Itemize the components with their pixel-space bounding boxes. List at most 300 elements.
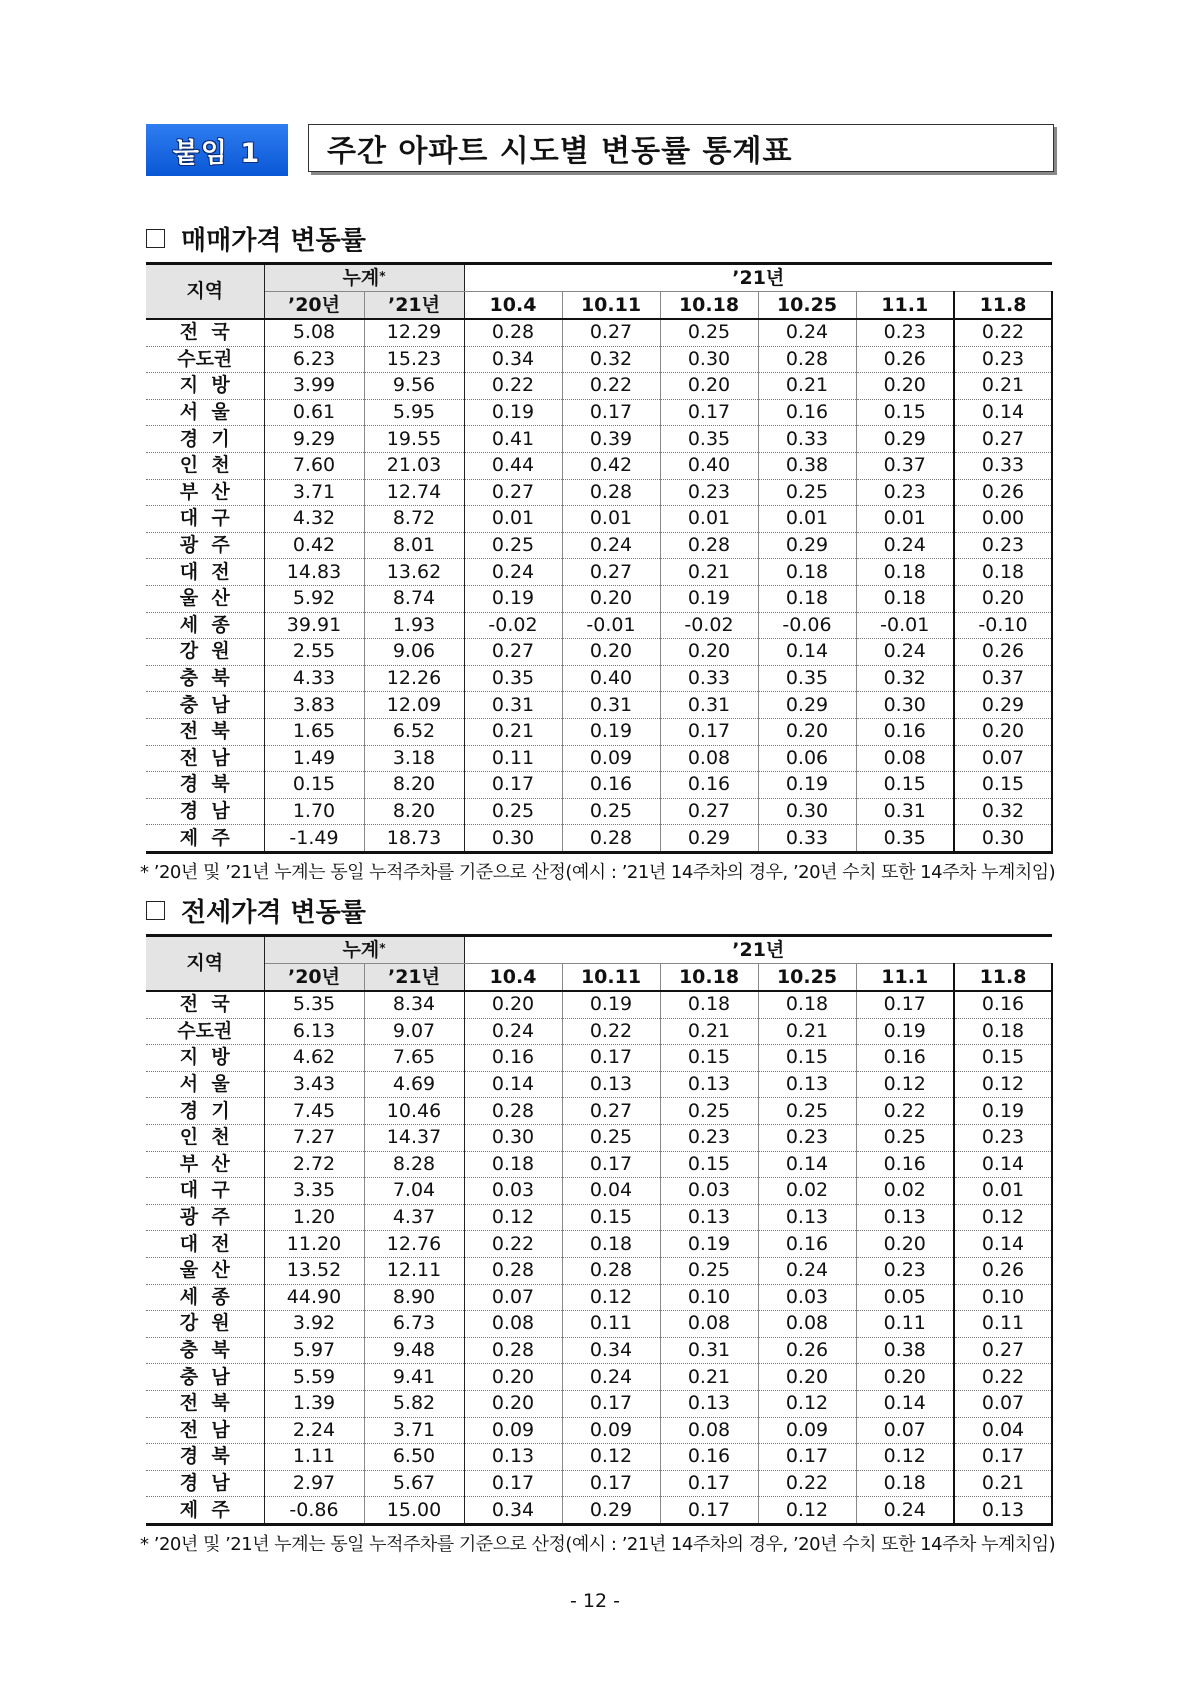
cumulative-cell: 14.37 (364, 1124, 464, 1151)
weekly-rate-cell: 0.19 (562, 718, 660, 745)
weekly-rate-cell: 0.21 (660, 1364, 758, 1391)
weekly-rate-cell: 0.27 (954, 1337, 1052, 1364)
region-header: 지역 (146, 936, 264, 992)
week-header: 10.4 (464, 292, 562, 320)
cumulative-cell: 6.23 (264, 346, 364, 373)
region-cell: 부 산 (146, 1151, 264, 1178)
weekly-rate-cell: 0.10 (954, 1284, 1052, 1311)
weekly-rate-cell: 0.18 (562, 1231, 660, 1258)
cumulative-cell: 21.03 (364, 452, 464, 479)
cumulative-cell: 4.32 (264, 506, 364, 533)
weekly-rate-cell: 0.24 (562, 1364, 660, 1391)
weekly-rate-cell: 0.23 (856, 319, 954, 346)
cumulative-cell: 4.62 (264, 1045, 364, 1072)
weekly-rate-cell: 0.18 (856, 1470, 954, 1497)
weekly-rate-cell: 0.13 (856, 1204, 954, 1231)
weekly-rate-cell: 0.09 (758, 1417, 856, 1444)
weekly-rate-cell: 0.26 (758, 1337, 856, 1364)
cumulative-cell: 3.43 (264, 1071, 364, 1098)
jeonse-table-body (146, 991, 1052, 1524)
region-header: 지역 (146, 264, 264, 320)
table-row (146, 1284, 1052, 1311)
weekly-rate-cell: 0.19 (660, 585, 758, 612)
page-number: - 12 - (570, 1590, 620, 1612)
region-cell: 전 남 (146, 745, 264, 772)
sale-section-title (146, 220, 366, 257)
weekly-rate-cell: 0.20 (856, 1231, 954, 1258)
weekly-rate-cell: 0.09 (562, 745, 660, 772)
weekly-rate-cell: 0.08 (758, 1311, 856, 1338)
weekly-rate-cell: 0.19 (562, 991, 660, 1018)
weekly-rate-cell: 0.18 (856, 559, 954, 586)
weekly-rate-cell: 0.15 (758, 1045, 856, 1072)
weekly-rate-cell: 0.16 (464, 1045, 562, 1072)
table-row (146, 1045, 1052, 1072)
weekly-rate-cell: 0.24 (464, 559, 562, 586)
weekly-rate-cell: 0.27 (562, 319, 660, 346)
year-group-header: ’21년 (464, 264, 1052, 292)
week-header: 10.11 (562, 292, 660, 320)
sale-footnote: * ’20년 및 ’21년 누계는 동일 누적주차를 기준으로 산정(예시 : ’21년 14주차의 경우, ’20년 수치 또한 14주차 누계치임) (140, 862, 1056, 883)
weekly-rate-cell: 0.25 (660, 1098, 758, 1125)
region-cell: 전 국 (146, 991, 264, 1018)
weekly-rate-cell: 0.24 (562, 532, 660, 559)
week-header: 10.18 (660, 964, 758, 992)
weekly-rate-cell: -0.01 (562, 612, 660, 639)
weekly-rate-cell: 0.19 (464, 585, 562, 612)
weekly-rate-cell: 0.13 (660, 1390, 758, 1417)
weekly-rate-cell: 0.38 (758, 452, 856, 479)
table-row (146, 1390, 1052, 1417)
weekly-rate-cell: 0.01 (758, 506, 856, 533)
weekly-rate-cell: 0.22 (954, 319, 1052, 346)
weekly-rate-cell: 0.27 (660, 798, 758, 825)
weekly-rate-cell: 0.17 (856, 991, 954, 1018)
weekly-rate-cell: 0.35 (758, 665, 856, 692)
weekly-rate-cell: 0.12 (758, 1390, 856, 1417)
weekly-rate-cell: 0.21 (954, 1470, 1052, 1497)
weekly-rate-cell: 0.13 (562, 1071, 660, 1098)
cumulative-cell: 8.20 (364, 772, 464, 799)
table-row (146, 798, 1052, 825)
weekly-rate-cell: 0.40 (562, 665, 660, 692)
cumulative-cell: 0.15 (264, 772, 364, 799)
table-row (146, 532, 1052, 559)
weekly-rate-cell: 0.33 (660, 665, 758, 692)
week-header: 10.18 (660, 292, 758, 320)
cum-year-header: ’20년 (264, 964, 364, 992)
region-cell: 세 종 (146, 1284, 264, 1311)
table-row (146, 1497, 1052, 1525)
weekly-rate-cell: 0.04 (562, 1178, 660, 1205)
region-cell: 지 방 (146, 373, 264, 400)
table-row (146, 1417, 1052, 1444)
weekly-rate-cell: 0.07 (954, 1390, 1052, 1417)
week-header: 10.11 (562, 964, 660, 992)
weekly-rate-cell: 0.07 (856, 1417, 954, 1444)
cumulative-cell: 12.76 (364, 1231, 464, 1258)
weekly-rate-cell: 0.34 (464, 1497, 562, 1525)
sale-section-label: 매매가격 변동률 (181, 226, 366, 256)
weekly-rate-cell: 0.24 (856, 1497, 954, 1525)
cumulative-cell: 1.39 (264, 1390, 364, 1417)
cumulative-cell: 5.08 (264, 319, 364, 346)
weekly-rate-cell: 0.26 (954, 639, 1052, 666)
weekly-rate-cell: 0.08 (660, 1417, 758, 1444)
region-cell: 대 전 (146, 1231, 264, 1258)
weekly-rate-cell: 0.04 (954, 1417, 1052, 1444)
weekly-rate-cell: 0.20 (758, 1364, 856, 1391)
table-row (146, 1470, 1052, 1497)
cumulative-cell: 8.20 (364, 798, 464, 825)
weekly-rate-cell: 0.25 (464, 798, 562, 825)
weekly-rate-cell: 0.15 (562, 1204, 660, 1231)
cum-year-header: ’20년 (264, 292, 364, 320)
weekly-rate-cell: 0.28 (562, 825, 660, 853)
weekly-rate-cell: 0.30 (856, 692, 954, 719)
weekly-rate-cell: 0.17 (464, 772, 562, 799)
weekly-rate-cell: 0.27 (562, 559, 660, 586)
weekly-rate-cell: 0.12 (464, 1204, 562, 1231)
weekly-rate-cell: 0.22 (464, 1231, 562, 1258)
weekly-rate-cell: 0.22 (464, 373, 562, 400)
weekly-rate-cell: 0.03 (758, 1284, 856, 1311)
cumulative-cell: 9.48 (364, 1337, 464, 1364)
weekly-rate-cell: 0.16 (758, 399, 856, 426)
cumulative-cell: 3.18 (364, 745, 464, 772)
weekly-rate-cell: 0.13 (758, 1204, 856, 1231)
weekly-rate-cell: 0.17 (562, 1151, 660, 1178)
weekly-rate-cell: 0.20 (954, 718, 1052, 745)
cumulative-cell: 1.20 (264, 1204, 364, 1231)
jeonse-footnote: * ’20년 및 ’21년 누계는 동일 누적주차를 기준으로 산정(예시 : ’21년 14주차의 경우, ’20년 수치 또한 14주차 누계치임) (140, 1534, 1056, 1555)
cumulative-cell: 12.29 (364, 319, 464, 346)
cumulative-cell: 9.56 (364, 373, 464, 400)
region-cell: 충 북 (146, 665, 264, 692)
cumulative-cell: 14.83 (264, 559, 364, 586)
region-cell: 인 천 (146, 452, 264, 479)
region-cell: 충 남 (146, 1364, 264, 1391)
region-cell: 울 산 (146, 1257, 264, 1284)
cumulative-cell: 9.29 (264, 426, 364, 453)
weekly-rate-cell: 0.06 (758, 745, 856, 772)
weekly-rate-cell: 0.11 (856, 1311, 954, 1338)
weekly-rate-cell: 0.15 (856, 399, 954, 426)
region-cell: 충 북 (146, 1337, 264, 1364)
weekly-rate-cell: 0.17 (464, 1470, 562, 1497)
weekly-rate-cell: 0.11 (562, 1311, 660, 1338)
cumulative-cell: 12.26 (364, 665, 464, 692)
weekly-rate-cell: 0.25 (562, 1124, 660, 1151)
cumulative-cell: 3.83 (264, 692, 364, 719)
cumulative-header: 누계* (264, 264, 464, 292)
cumulative-cell: 6.73 (364, 1311, 464, 1338)
weekly-rate-cell: 0.23 (954, 1124, 1052, 1151)
weekly-rate-cell: 0.35 (660, 426, 758, 453)
weekly-rate-cell: 0.01 (954, 1178, 1052, 1205)
cumulative-header: 누계* (264, 936, 464, 964)
weekly-rate-cell: 0.19 (856, 1018, 954, 1045)
appendix-badge: 붙임 1 (146, 124, 288, 176)
region-cell: 광 주 (146, 532, 264, 559)
weekly-rate-cell: 0.19 (660, 1231, 758, 1258)
cumulative-cell: 18.73 (364, 825, 464, 853)
weekly-rate-cell: 0.16 (856, 1151, 954, 1178)
weekly-rate-cell: 0.09 (562, 1417, 660, 1444)
weekly-rate-cell: -0.10 (954, 612, 1052, 639)
weekly-rate-cell: 0.28 (660, 532, 758, 559)
weekly-rate-cell: 0.17 (758, 1444, 856, 1471)
weekly-rate-cell: 0.28 (562, 1257, 660, 1284)
weekly-rate-cell: 0.30 (758, 798, 856, 825)
table-row (146, 1364, 1052, 1391)
weekly-rate-cell: 0.18 (758, 559, 856, 586)
weekly-rate-cell: 0.23 (660, 1124, 758, 1151)
weekly-rate-cell: 0.14 (954, 399, 1052, 426)
weekly-rate-cell: 0.42 (562, 452, 660, 479)
cumulative-cell: 3.71 (364, 1417, 464, 1444)
weekly-rate-cell: 0.20 (856, 373, 954, 400)
cumulative-cell: 5.97 (264, 1337, 364, 1364)
weekly-rate-cell: 0.25 (660, 1257, 758, 1284)
weekly-rate-cell: 0.28 (562, 479, 660, 506)
weekly-rate-cell: 0.19 (954, 1098, 1052, 1125)
region-cell: 광 주 (146, 1204, 264, 1231)
region-cell: 강 원 (146, 639, 264, 666)
weekly-rate-cell: 0.30 (660, 346, 758, 373)
weekly-rate-cell: 0.14 (954, 1231, 1052, 1258)
region-cell: 경 남 (146, 1470, 264, 1497)
cumulative-cell: 5.82 (364, 1390, 464, 1417)
weekly-rate-cell: 0.22 (562, 1018, 660, 1045)
weekly-rate-cell: 0.21 (758, 373, 856, 400)
cumulative-cell: 2.55 (264, 639, 364, 666)
cumulative-cell: 39.91 (264, 612, 364, 639)
weekly-rate-cell: 0.41 (464, 426, 562, 453)
weekly-rate-cell: 0.03 (660, 1178, 758, 1205)
checkbox-icon (146, 901, 165, 920)
weekly-rate-cell: 0.08 (660, 745, 758, 772)
weekly-rate-cell: 0.20 (660, 373, 758, 400)
cumulative-cell: -0.86 (264, 1497, 364, 1525)
week-header: 11.1 (856, 964, 954, 992)
weekly-rate-cell: 0.33 (758, 426, 856, 453)
weekly-rate-cell: 0.17 (660, 1497, 758, 1525)
region-cell: 전 북 (146, 1390, 264, 1417)
sale-rate-table (146, 262, 1053, 854)
table-row (146, 373, 1052, 400)
cumulative-cell: 6.50 (364, 1444, 464, 1471)
region-cell: 수도권 (146, 346, 264, 373)
cumulative-cell: 7.60 (264, 452, 364, 479)
cumulative-cell: 8.28 (364, 1151, 464, 1178)
weekly-rate-cell: 0.26 (954, 1257, 1052, 1284)
week-header: 10.25 (758, 964, 856, 992)
weekly-rate-cell: 0.12 (856, 1444, 954, 1471)
region-cell: 경 북 (146, 1444, 264, 1471)
weekly-rate-cell: 0.10 (660, 1284, 758, 1311)
weekly-rate-cell: 0.14 (758, 639, 856, 666)
weekly-rate-cell: 0.20 (856, 1364, 954, 1391)
weekly-rate-cell: 0.14 (954, 1151, 1052, 1178)
weekly-rate-cell: 0.18 (954, 559, 1052, 586)
weekly-rate-cell: 0.22 (758, 1470, 856, 1497)
weekly-rate-cell: 0.23 (954, 346, 1052, 373)
weekly-rate-cell: 0.25 (562, 798, 660, 825)
weekly-rate-cell: 0.17 (660, 1470, 758, 1497)
cumulative-cell: 1.70 (264, 798, 364, 825)
weekly-rate-cell: 0.22 (954, 1364, 1052, 1391)
weekly-rate-cell: 0.17 (562, 1390, 660, 1417)
cumulative-cell: 7.27 (264, 1124, 364, 1151)
weekly-rate-cell: 0.33 (758, 825, 856, 853)
weekly-rate-cell: 0.09 (464, 1417, 562, 1444)
weekly-rate-cell: 0.31 (856, 798, 954, 825)
weekly-rate-cell: 0.16 (660, 772, 758, 799)
weekly-rate-cell: 0.24 (856, 532, 954, 559)
cumulative-cell: 5.35 (264, 991, 364, 1018)
cumulative-cell: 6.52 (364, 718, 464, 745)
cumulative-cell: 9.06 (364, 639, 464, 666)
weekly-rate-cell: 0.20 (464, 1364, 562, 1391)
weekly-rate-cell: 0.23 (954, 532, 1052, 559)
cumulative-cell: 1.49 (264, 745, 364, 772)
weekly-rate-cell: 0.16 (954, 991, 1052, 1018)
weekly-rate-cell: 0.44 (464, 452, 562, 479)
weekly-rate-cell: 0.31 (660, 692, 758, 719)
weekly-rate-cell: 0.05 (856, 1284, 954, 1311)
sale-table-body (146, 319, 1052, 852)
table-row (146, 479, 1052, 506)
weekly-rate-cell: 0.24 (464, 1018, 562, 1045)
table-row (146, 745, 1052, 772)
table-row (146, 772, 1052, 799)
weekly-rate-cell: 0.28 (758, 346, 856, 373)
weekly-rate-cell: 0.29 (954, 692, 1052, 719)
cumulative-cell: 44.90 (264, 1284, 364, 1311)
table-row (146, 991, 1052, 1018)
region-cell: 경 남 (146, 798, 264, 825)
table-row (146, 1231, 1052, 1258)
weekly-rate-cell: 0.20 (660, 639, 758, 666)
table-row (146, 1178, 1052, 1205)
week-header-current: 11.8 (954, 964, 1052, 992)
table-row (146, 426, 1052, 453)
weekly-rate-cell: 0.14 (464, 1071, 562, 1098)
weekly-rate-cell: 0.18 (464, 1151, 562, 1178)
region-cell: 수도권 (146, 1018, 264, 1045)
weekly-rate-cell: 0.25 (660, 319, 758, 346)
weekly-rate-cell: 0.23 (660, 479, 758, 506)
weekly-rate-cell: 0.22 (856, 1098, 954, 1125)
region-cell: 세 종 (146, 612, 264, 639)
cumulative-cell: 4.69 (364, 1071, 464, 1098)
weekly-rate-cell: 0.27 (464, 639, 562, 666)
weekly-rate-cell: 0.28 (464, 1098, 562, 1125)
weekly-rate-cell: 0.31 (660, 1337, 758, 1364)
region-cell: 전 북 (146, 718, 264, 745)
weekly-rate-cell: 0.17 (660, 718, 758, 745)
cumulative-cell: 3.92 (264, 1311, 364, 1338)
weekly-rate-cell: 0.27 (464, 479, 562, 506)
cumulative-cell: 9.41 (364, 1364, 464, 1391)
cumulative-cell: 0.42 (264, 532, 364, 559)
weekly-rate-cell: 0.25 (464, 532, 562, 559)
region-cell: 인 천 (146, 1124, 264, 1151)
region-cell: 전 국 (146, 319, 264, 346)
table-row (146, 559, 1052, 586)
weekly-rate-cell: 0.25 (758, 1098, 856, 1125)
weekly-rate-cell: 0.21 (758, 1018, 856, 1045)
weekly-rate-cell: 0.11 (464, 745, 562, 772)
weekly-rate-cell: 0.13 (660, 1071, 758, 1098)
appendix-header (146, 124, 1058, 176)
weekly-rate-cell: 0.37 (856, 452, 954, 479)
weekly-rate-cell: 0.37 (954, 665, 1052, 692)
weekly-rate-cell: 0.26 (954, 479, 1052, 506)
cumulative-cell: 6.13 (264, 1018, 364, 1045)
table-row (146, 452, 1052, 479)
table-row (146, 825, 1052, 853)
table-row (146, 692, 1052, 719)
weekly-rate-cell: 0.26 (856, 346, 954, 373)
region-cell: 대 전 (146, 559, 264, 586)
weekly-rate-cell: 0.12 (856, 1071, 954, 1098)
weekly-rate-cell: 0.03 (464, 1178, 562, 1205)
weekly-rate-cell: 0.33 (954, 452, 1052, 479)
region-cell: 지 방 (146, 1045, 264, 1072)
weekly-rate-cell: 0.30 (464, 825, 562, 853)
jeonse-rate-table (146, 934, 1053, 1526)
cumulative-cell: 5.92 (264, 585, 364, 612)
year-group-header: ’21년 (464, 936, 1052, 964)
weekly-rate-cell: 0.16 (856, 1045, 954, 1072)
region-cell: 대 구 (146, 1178, 264, 1205)
cumulative-cell: 3.35 (264, 1178, 364, 1205)
cumulative-cell: 1.65 (264, 718, 364, 745)
weekly-rate-cell: 0.22 (562, 373, 660, 400)
table-row (146, 718, 1052, 745)
region-cell: 제 주 (146, 825, 264, 853)
weekly-rate-cell: 0.28 (464, 1337, 562, 1364)
weekly-rate-cell: 0.17 (562, 399, 660, 426)
weekly-rate-cell: 0.13 (660, 1204, 758, 1231)
weekly-rate-cell: 0.18 (954, 1018, 1052, 1045)
weekly-rate-cell: 0.24 (856, 639, 954, 666)
cumulative-cell: 5.95 (364, 399, 464, 426)
weekly-rate-cell: 0.19 (464, 399, 562, 426)
weekly-rate-cell: 0.15 (954, 772, 1052, 799)
table-row (146, 1018, 1052, 1045)
weekly-rate-cell: 0.21 (660, 1018, 758, 1045)
weekly-rate-cell: 0.23 (758, 1124, 856, 1151)
table-row (146, 1124, 1052, 1151)
weekly-rate-cell: 0.02 (856, 1178, 954, 1205)
weekly-rate-cell: 0.18 (758, 991, 856, 1018)
cumulative-cell: 12.74 (364, 479, 464, 506)
weekly-rate-cell: 0.24 (758, 319, 856, 346)
week-header-current: 11.8 (954, 292, 1052, 320)
cumulative-cell: 4.33 (264, 665, 364, 692)
weekly-rate-cell: 0.17 (562, 1470, 660, 1497)
weekly-rate-cell: 0.35 (464, 665, 562, 692)
weekly-rate-cell: 0.30 (464, 1124, 562, 1151)
region-cell: 울 산 (146, 585, 264, 612)
cumulative-cell: 13.52 (264, 1257, 364, 1284)
cumulative-cell: 12.11 (364, 1257, 464, 1284)
cumulative-cell: 13.62 (364, 559, 464, 586)
cumulative-cell: 5.59 (264, 1364, 364, 1391)
